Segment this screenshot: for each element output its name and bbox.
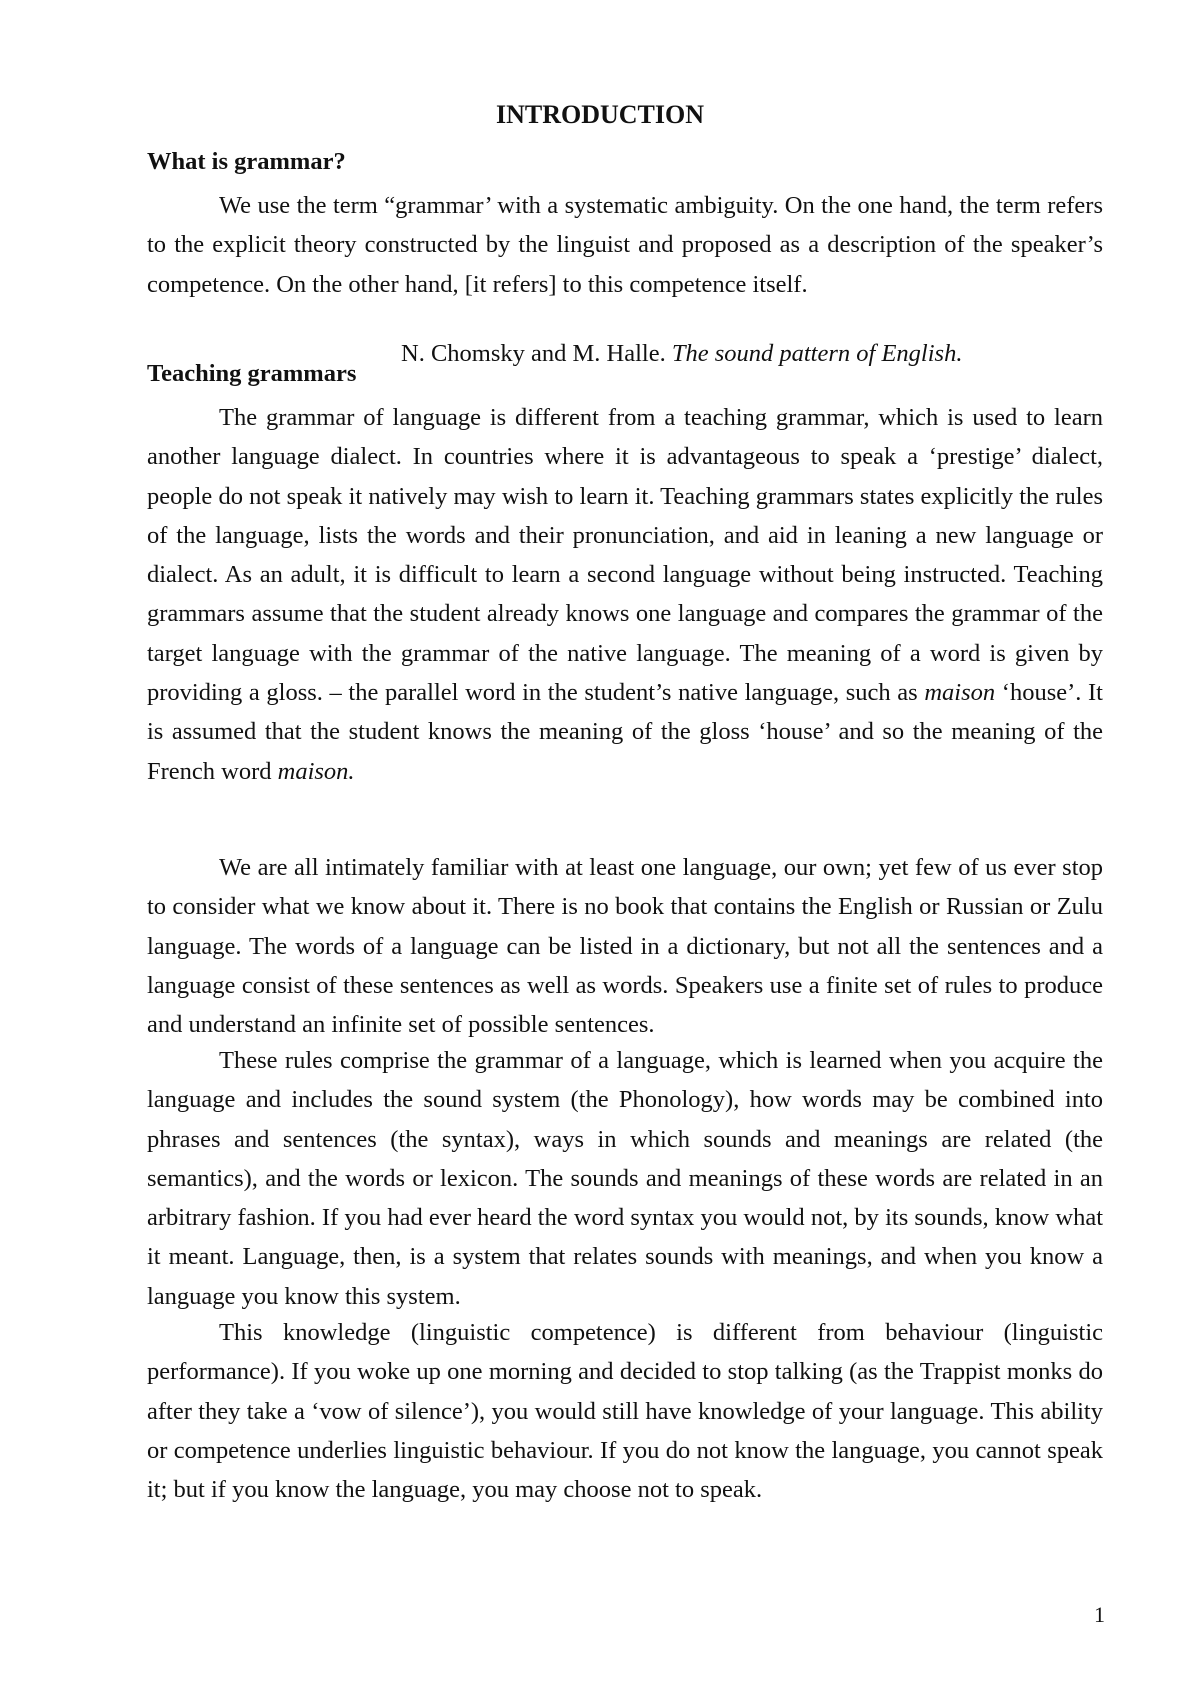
paragraph-text: ‘house’. It is assumed that the student knows the meaning of the gloss ‘house’ and so the meaning of the French word xyxy=(147,679,1103,785)
quote-citation xyxy=(401,338,962,370)
citation-authors: N. Chomsky and M. Halle. xyxy=(401,340,666,367)
citation-title: The sound pattern of English. xyxy=(671,340,963,367)
section-heading-what-is-grammar: What is grammar? xyxy=(147,148,346,175)
page-number: 1 xyxy=(1094,1602,1105,1627)
paragraph-familiar-language: We are all intimately familiar with at least one language, our own; yet few of us ever stop to consider what we know about it. There is no book that contains the English or Russian or Zulu language. The words of a language can be listed in a dictionary, but not all the sentences and a language consist of these sentences as well as words. Speakers use a finite set of rules to produce and understand an infinite set of possible sentences. xyxy=(147,854,1103,1039)
page-title: INTRODUCTION xyxy=(495,100,705,129)
paragraph-text: The grammar of language is different from a teaching grammar, which is used to learn another language dialect. In countries where it is advantageous to speak a ‘prestige’ dialect, people do not speak it natively may wish to learn it. Teaching grammars states explicitly the rules of the language, lists the words and their pronunciation, and aid in leaning a new language or dialect. As an adult, it is difficult to learn a second language without being instructed. Teaching grammars assume that the student already knows one language and compares the grammar of the target language with the grammar of the native language. The meaning of a word is given by providing a gloss. – the parallel word in the student’s native language, such as xyxy=(147,404,1103,707)
chomsky-quote: We use the term “grammar’ with a systematic ambiguity. On the one hand, the term refers to the explicit theory constructed by the linguist and proposed as a description of the speaker’s competence. On the other hand, [it refers] to this competence itself. xyxy=(147,192,1103,298)
example-word: maison. xyxy=(277,757,355,785)
paragraph-competence-performance: This knowledge (linguistic competence) is different from behaviour (linguistic performance). If you woke up one morning and decided to stop talking (as the Trappist monks do after they take a ‘vow of silence’), you would still have knowledge of your language. This ability or competence underlies linguistic behaviour. If you do not know the language, you cannot speak it; but if you know the language, you may choose not to speak. xyxy=(147,1319,1103,1504)
section-heading-teaching-grammars: Teaching grammars xyxy=(147,360,357,387)
paragraph-grammar-rules: These rules comprise the grammar of a language, which is learned when you acquire the language and includes the sound system (the Phonology), how words may be combined into phrases and sentences (the syntax), ways in which sounds and meanings are related (the semantics), and the words or lexicon. The sounds and meanings of these words are related in an arbitrary fashion. If you had ever heard the word syntax you would not, by its sounds, know what it meant. Language, then, is a system that relates sounds with meanings, and when you know a language you know this system. xyxy=(147,1047,1103,1310)
paragraph-teaching-grammar xyxy=(147,398,1103,791)
example-word: maison xyxy=(924,679,996,707)
